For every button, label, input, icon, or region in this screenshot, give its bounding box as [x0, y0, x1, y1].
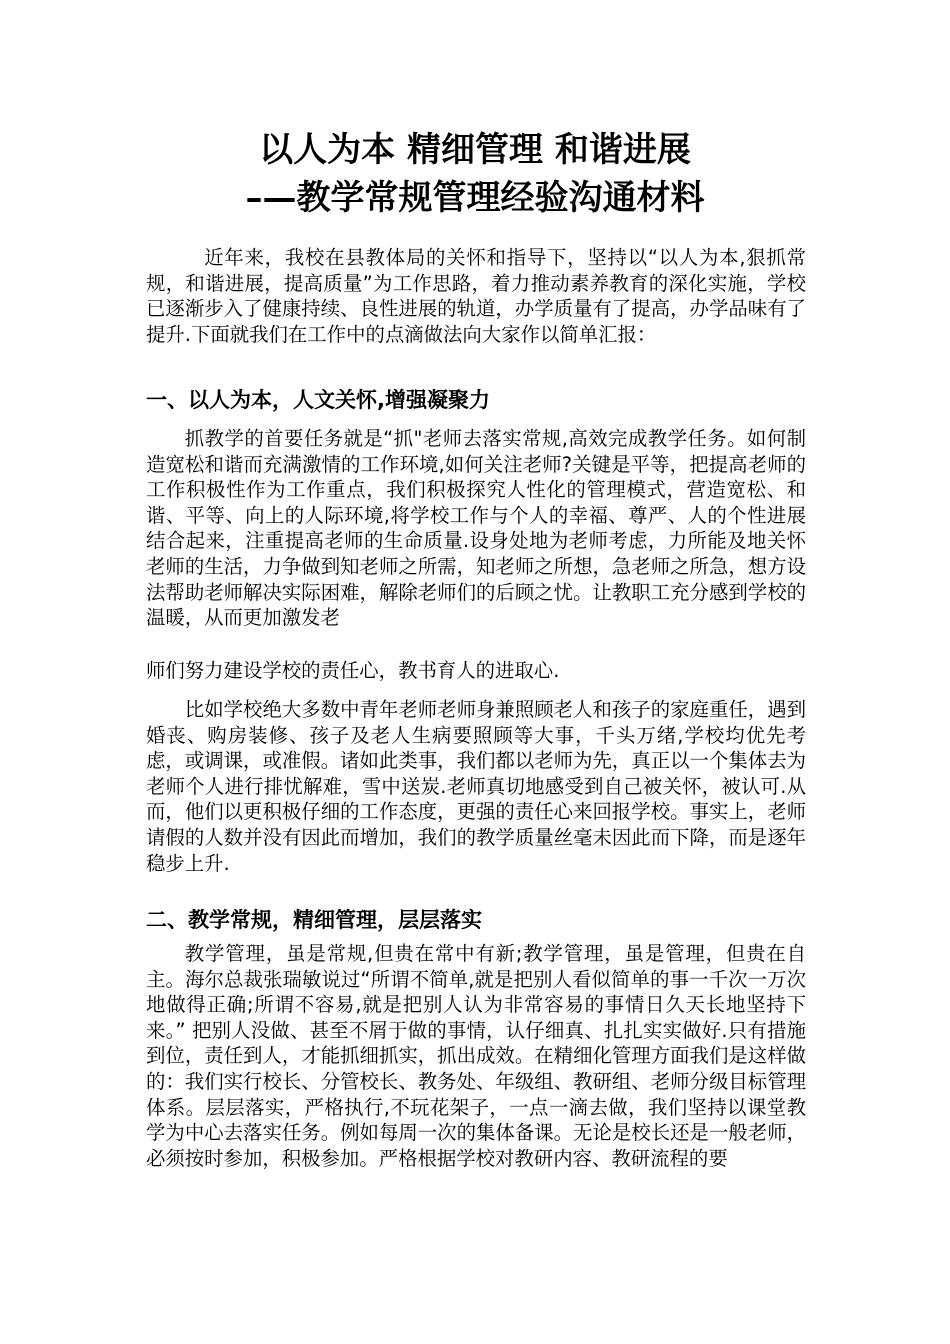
section-heading-2: 二、教学常规，精细管理，层层落实	[146, 908, 482, 932]
section1-paragraph-1-end: 师们努力建设学校的责任心，教书育人的进取心.	[146, 659, 560, 682]
section1-paragraph-2: 比如学校绝大多数中青年老师老师身兼照顾老人和孩子的家庭重任，遇到婚丧、购房装修、孩子及老人生病要照顾等大事，千头万绪,学校均优先考虑，或调课，或准假。诸如此类事，我们都以老师为先，真正以一个集体去为老师个人进行排忧解难，雪中送炭.老师真切地感受到自己被关怀，被认可.从而，他们以更积极仔细的工作态度，更强的责任心来回报学校。事实上，老师请假的人数并没有因此而增加，我们的教学质量丝毫未因此而下降，而是逐年稳步上升.	[146, 698, 806, 875]
document-title: 以人为本 精细管理 和谐进展	[259, 130, 691, 170]
section1-paragraph-1: 抓教学的首要任务就是“抓"老师去落实常规,高效完成教学任务。如何制造宽松和谐而充满激情的工作环境,如何关注老师?关键是平等，把提高老师的工作积极性作为工作重点，我们积极探究人性化的管理模式，营造宽松、和谐、平等、向上的人际环境,将学校工作与个人的幸福、尊严、人的个性进展结合起来，注重提高老师的生命质量.设身处地为老师考虑，力所能及地关怀老师的生活，力争做到知老师之所需，知老师之所想，急老师之所急，想方设法帮助老师解决实际困难，解除老师们的后顾之忧。让教职工充分感到学校的温暖，从而更加激发老	[146, 427, 806, 630]
section-heading-1: 一、以人为本，人文关怀,增强凝聚力	[146, 388, 490, 412]
intro-paragraph: 近年来，我校在县教体局的关怀和指导下，坚持以“以人为本,狠抓常规，和谐进展，提高质量”为工作思路，着力推动素养教育的深化实施，学校已逐渐步入了健康持续、良性进展的轨道，办学质量有了提高，办学品味有了提升.下面就我们在工作中的点滴做法向大家作以简单汇报：	[146, 246, 806, 346]
document-subtitle: –—教学常规管理经验沟通材料	[245, 178, 705, 218]
section2-paragraph-1: 教学管理，虽是常规,但贵在常中有新;教学管理，虽是管理，但贵在自主。海尔总裁张瑞敏说过“所谓不简单,就是把别人看似简单的事一千次一万次地做得正确;所谓不容易,就是把别人认为非常容易的事情日久天长地坚持下来。” 把别人没做、甚至不屑于做的事情，认仔细真、扎扎实实做好.只有措施到位，责任到人，才能抓细抓实，抓出成效。在精细化管理方面我们是这样做的：我们实行校长、分管校长、教务处、年级组、教研组、老师分级目标管理体系。层层落实，严格执行,不玩花架子，一点一滴去做，我们坚持以课堂教学为中心去落实任务。例如每周一次的集体备课。无论是校长还是一般老师，必须按时参加，积极参加。严格根据学校对教研内容、教研流程的要	[146, 942, 806, 1170]
